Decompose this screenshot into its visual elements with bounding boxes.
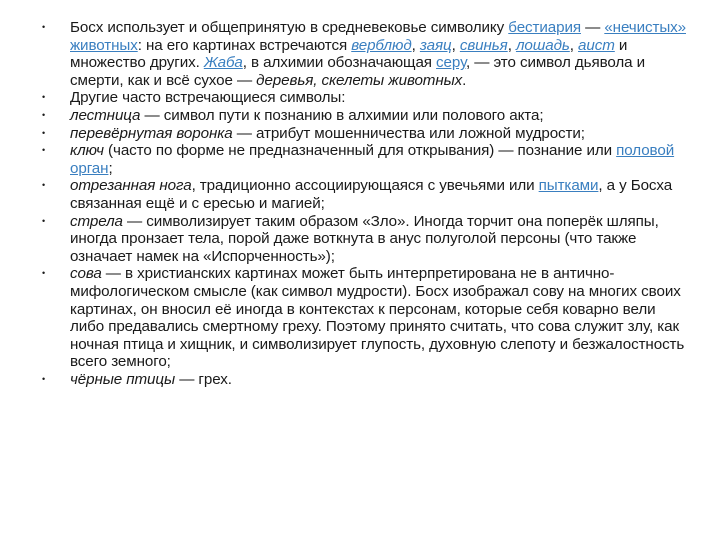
list-item-text [70,371,232,388]
list-item-text [70,89,345,106]
text-run: . [462,71,467,89]
text-run: — [580,19,605,36]
text-run-italic: лестница [70,106,141,124]
link-unclean-animals[interactable]: «нечистых» животных [70,19,686,54]
link-sulfur[interactable]: серу [436,54,467,72]
link-stork[interactable]: аист [578,36,615,54]
text-run: — символизирует таким образом «Зло». Иногда торчит она поперёк шляпы, иногда пронзает тела, порой даже воткнута в анус полуголой персоны (что также означает намек на «Испорченность»); [70,212,659,265]
list-item-text [70,107,543,124]
list-item [40,265,690,371]
text-run-italic: деревья, скелеты животных [256,71,463,89]
text-run: , [411,36,420,54]
text-run: и множество других. [70,36,628,72]
list-item [40,177,690,212]
list-item [40,142,690,177]
bullet-icon: • [42,22,46,32]
text-run: , — это символ дьявола и смерти, как и всё сухое — [70,54,645,89]
list-item [40,125,690,143]
list-item-text [70,177,672,212]
text-run: , в алхимии обозначающая [242,54,437,72]
text-run: — символ пути к познанию в алхимии или полового акта; [140,106,544,124]
bullet-icon: • [42,127,46,138]
list-item-text [70,142,674,177]
bullet-icon: • [42,180,46,191]
link-pig[interactable]: свинья [459,36,508,54]
bullet-icon: • [42,145,46,156]
bullet-icon: • [42,92,46,103]
bullet-icon: • [42,109,46,120]
text-run: ; [108,159,113,177]
text-run-italic: перевёрнутая воронка [70,124,233,142]
list-item [40,107,690,125]
text-run-italic: отрезанная нога [70,177,192,195]
text-run: , [569,36,579,54]
text-run: , [451,36,460,54]
text-run: Босх использует и общепринятую в средневековье символику [70,19,509,36]
list-item-text [70,213,659,265]
link-torture[interactable]: пытками [538,177,599,195]
list-item [40,213,690,266]
text-run: (часто по форме не предназначенный для открывания) — познание или [103,142,617,160]
link-camel[interactable]: верблюд [351,36,412,54]
link-hare[interactable]: заяц [419,36,452,54]
text-run: , традиционно ассоциирующаяся с увечьями или [191,177,539,195]
text-run: — атрибут мошенничества или ложной мудрости; [232,124,585,142]
list-item [40,89,690,107]
text-run: — в христианских картинах может быть интерпретирована не в антично-мифологическом смысле (как символ мудрости). Босх изображал сову на многих своих картинах, он вносил её иногда в контекстах к персонам, которые себя коварно вели либо предавались смертному греху. Поэтому принято считать, что сова служит злу, как ночная птица и хищник, и символизирует глупость, духовную слепоту и безжалостность всего земного; [70,265,685,371]
text-run: : на его картинах встречаются [137,36,352,54]
text-run-italic: стрела [70,212,123,230]
list-item [40,371,690,389]
link-toad[interactable]: Жаба [203,54,243,72]
list-item [40,19,690,89]
link-horse[interactable]: лошадь [515,36,570,54]
text-run: , а у Босха связанная ещё и с ересью и магией; [70,177,673,212]
list-item-text [70,125,585,142]
bullet-icon: • [42,268,46,279]
text-run-italic: сова [70,265,102,283]
bullet-icon: • [42,373,46,384]
link-sexual-organ[interactable]: половой орган [70,142,675,177]
text-run: — грех. [175,370,232,388]
text-run: Другие часто встречающиеся символы: [70,89,346,107]
list-item-text [70,19,686,89]
text-run: , [507,36,516,54]
text-run-italic: ключ [70,142,104,160]
bullet-list [40,19,690,388]
list-item-text [70,265,684,370]
link-bestiary[interactable]: бестиария [508,19,581,36]
bullet-icon: • [42,215,46,226]
text-run-italic: чёрные птицы [70,370,176,388]
